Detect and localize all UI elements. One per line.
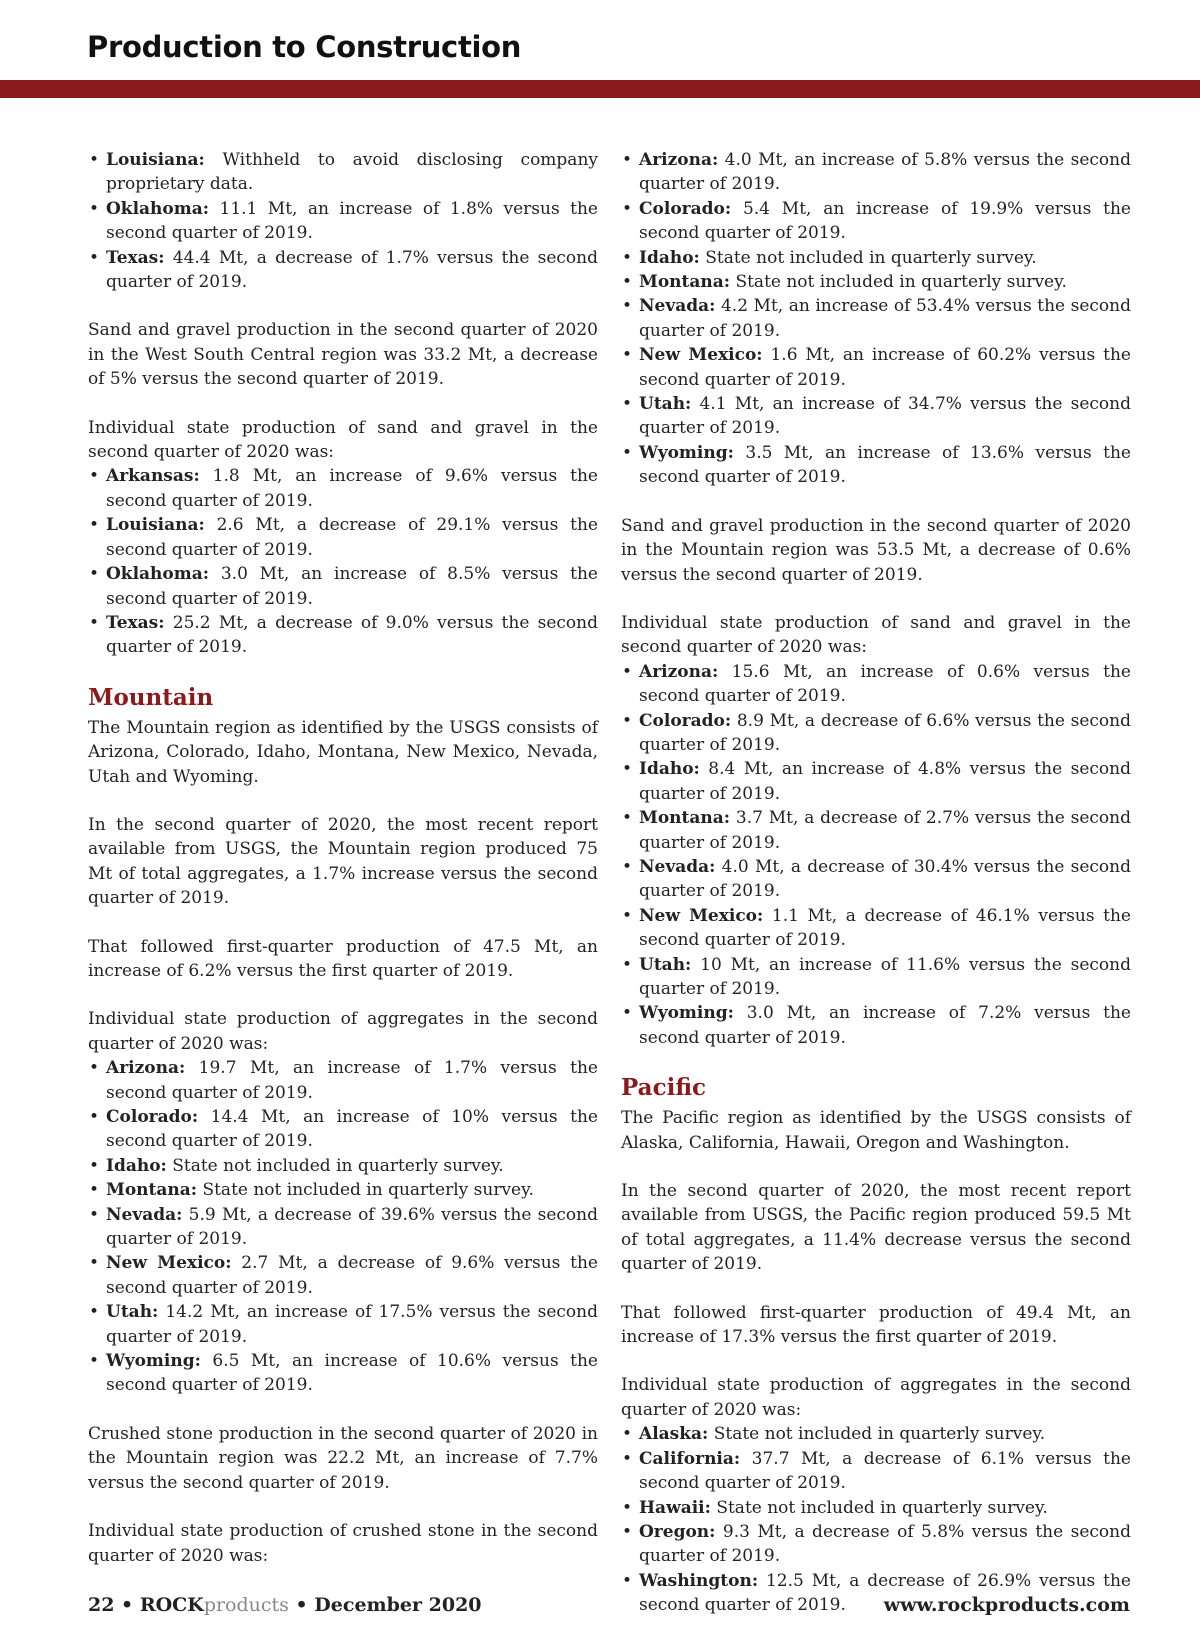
list-item: • Washington: 12.5 Mt, a decrease of 26.9% versus the second quarter of 2019. (621, 1569, 1131, 1618)
list-item: • Wyoming: 6.5 Mt, an increase of 10.6% versus the second quarter of 2019. (88, 1349, 598, 1398)
list-item: • Colorado: 5.4 Mt, an increase of 19.9% versus the second quarter of 2019. (621, 197, 1131, 246)
page-header-title: Production to Construction (87, 30, 522, 64)
paragraph: Sand and gravel production in the second quarter of 2020 in the Mountain region was 53.5 Mt, a decrease of 0.6% versus the second quarter of 2019. (621, 515, 1131, 585)
list-item: • Oregon: 9.3 Mt, a decrease of 5.8% versus the second quarter of 2019. (621, 1520, 1131, 1569)
list-item: • Montana: 3.7 Mt, a decrease of 2.7% versus the second quarter of 2019. (621, 806, 1131, 855)
paragraph: Sand and gravel production in the second quarter of 2020 in the West South Central region was 33.2 Mt, a decrease of 5% versus the second quarter of 2019. (88, 320, 598, 390)
list-item: • New Mexico: 2.7 Mt, a decrease of 9.6% versus the second quarter of 2019. (88, 1251, 598, 1300)
paragraph: The Mountain region as identified by the USGS consists of Arizona, Colorado, Idaho, Montana, New Mexico, Nevada, Utah and Wyoming. (88, 717, 598, 787)
footer-folio (88, 1594, 482, 1616)
list-item: • Montana: State not included in quarterly survey. (621, 270, 1131, 294)
list-item: • Arizona: 15.6 Mt, an increase of 0.6% versus the second quarter of 2019. (621, 660, 1131, 709)
paragraph: In the second quarter of 2020, the most recent report available from USGS, the Mountain region produced 75 Mt of total aggregates, a 1.7% increase versus the second quarter of 2019. (88, 814, 598, 909)
list-item: • Utah: 14.2 Mt, an increase of 17.5% versus the second quarter of 2019. (88, 1300, 598, 1349)
list-item: • Colorado: 14.4 Mt, an increase of 10% versus the second quarter of 2019. (88, 1105, 598, 1154)
list-item: • Oklahoma: 11.1 Mt, an increase of 1.8% versus the second quarter of 2019. (88, 197, 598, 246)
list-item: • Texas: 44.4 Mt, a decrease of 1.7% versus the second quarter of 2019. (88, 246, 598, 295)
header-rule (0, 80, 1200, 98)
paragraph: Individual state production of sand and gravel in the second quarter of 2020 was: (88, 417, 598, 463)
list-item: • Idaho: 8.4 Mt, an increase of 4.8% versus the second quarter of 2019. (621, 757, 1131, 806)
list-item: • Colorado: 8.9 Mt, a decrease of 6.6% versus the second quarter of 2019. (621, 709, 1131, 758)
list-item: • Arizona: 4.0 Mt, an increase of 5.8% versus the second quarter of 2019. (621, 148, 1131, 197)
state-list (621, 660, 1131, 1051)
issue-date: • December 2020 (288, 1594, 482, 1616)
paragraph: Individual state production of sand and gravel in the second quarter of 2020 was: (621, 612, 1131, 658)
right-column (621, 148, 1131, 1618)
list-item: • Arkansas: 1.8 Mt, an increase of 9.6% versus the second quarter of 2019. (88, 464, 598, 513)
paragraph: Individual state production of aggregates in the second quarter of 2020 was: (88, 1009, 598, 1054)
list-item: • Wyoming: 3.5 Mt, an increase of 13.6% versus the second quarter of 2019. (621, 441, 1131, 490)
footer-url: www.rockproducts.com (883, 1594, 1130, 1616)
list-item: • New Mexico: 1.1 Mt, a decrease of 46.1% versus the second quarter of 2019. (621, 904, 1131, 953)
paragraph: In the second quarter of 2020, the most recent report available from USGS, the Pacific region produced 59.5 Mt of total aggregates, a 11.4% decrease versus the second quarter of 2019. (621, 1181, 1131, 1275)
paragraph: Individual state production of crushed stone in the second quarter of 2020 was: (88, 1521, 598, 1566)
list-item: • New Mexico: 1.6 Mt, an increase of 60.2% versus the second quarter of 2019. (621, 343, 1131, 392)
magazine-name-products: products (203, 1594, 289, 1616)
section-heading-mountain: Mountain (88, 683, 214, 711)
list-item: • Louisiana: Withheld to avoid disclosing company proprietary data. (88, 148, 598, 197)
paragraph: The Pacific region as identified by the USGS consists of Alaska, California, Hawaii, Oregon and Washington. (621, 1108, 1131, 1153)
list-item: • Nevada: 5.9 Mt, a decrease of 39.6% versus the second quarter of 2019. (88, 1203, 598, 1252)
list-item: • Louisiana: 2.6 Mt, a decrease of 29.1% versus the second quarter of 2019. (88, 513, 598, 562)
list-item: • Utah: 4.1 Mt, an increase of 34.7% versus the second quarter of 2019. (621, 392, 1131, 441)
state-list (621, 1422, 1131, 1617)
paragraph: Individual state production of aggregates in the second quarter of 2020 was: (621, 1375, 1131, 1420)
list-item: • Utah: 10 Mt, an increase of 11.6% versus the second quarter of 2019. (621, 953, 1131, 1002)
state-list (88, 1056, 598, 1398)
list-item: • Nevada: 4.0 Mt, a decrease of 30.4% versus the second quarter of 2019. (621, 855, 1131, 904)
list-item: • Oklahoma: 3.0 Mt, an increase of 8.5% versus the second quarter of 2019. (88, 562, 598, 611)
list-item: • Hawaii: State not included in quarterly survey. (621, 1496, 1131, 1520)
state-list (88, 464, 598, 659)
left-column (88, 148, 598, 1568)
paragraph: That followed first-quarter production of 49.4 Mt, an increase of 17.3% versus the first quarter of 2019. (621, 1302, 1131, 1348)
list-item: • Arizona: 19.7 Mt, an increase of 1.7% versus the second quarter of 2019. (88, 1056, 598, 1105)
list-item: • Nevada: 4.2 Mt, an increase of 53.4% versus the second quarter of 2019. (621, 294, 1131, 343)
paragraph: That followed first-quarter production of 47.5 Mt, an increase of 6.2% versus the first quarter of 2019. (88, 936, 598, 981)
list-item: • Wyoming: 3.0 Mt, an increase of 7.2% versus the second quarter of 2019. (621, 1001, 1131, 1050)
state-list (621, 148, 1131, 490)
list-item: • Idaho: State not included in quarterly survey. (621, 246, 1131, 270)
section-heading-pacific: Pacific (621, 1074, 707, 1102)
list-item: • Alaska: State not included in quarterly survey. (621, 1422, 1131, 1446)
page-number: 22 • (88, 1594, 140, 1616)
list-item: • Texas: 25.2 Mt, a decrease of 9.0% versus the second quarter of 2019. (88, 611, 598, 660)
paragraph: Crushed stone production in the second quarter of 2020 in the Mountain region was 22.2 Mt, an increase of 7.7% versus the second quarter of 2019. (88, 1423, 598, 1493)
list-item: • California: 37.7 Mt, a decrease of 6.1% versus the second quarter of 2019. (621, 1447, 1131, 1496)
magazine-name-rock: ROCK (139, 1594, 204, 1616)
list-item: • Idaho: State not included in quarterly survey. (88, 1154, 598, 1178)
list-item: • Montana: State not included in quarterly survey. (88, 1178, 598, 1202)
state-list (88, 148, 598, 294)
